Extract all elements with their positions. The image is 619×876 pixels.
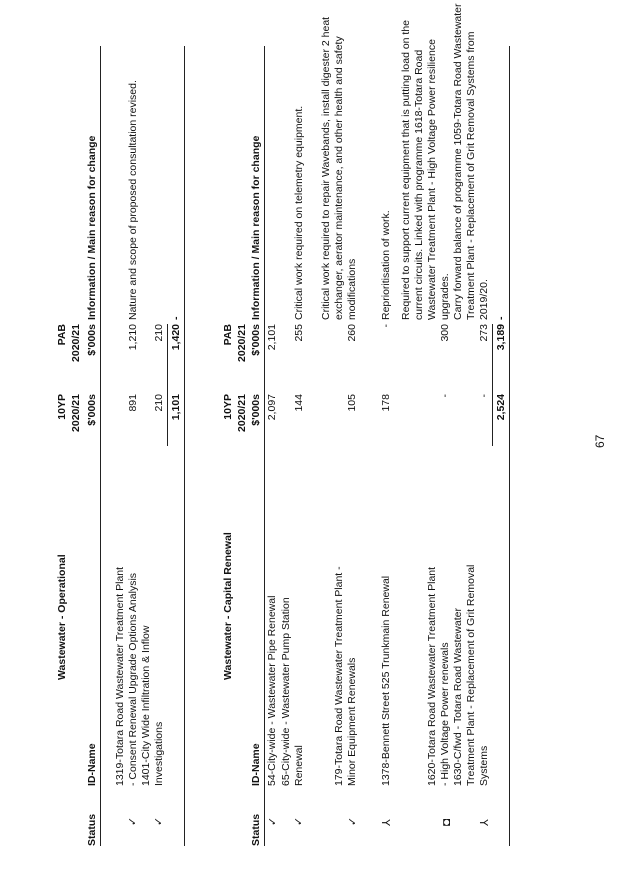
- row-name: 54-City-wide - Wastewater Pipe Renewal: [266, 595, 278, 786]
- row-info: Reprioritisation of work.: [380, 210, 392, 320]
- row-name: 1630-C/fwd - Totara Road Wastewater: [452, 608, 464, 786]
- col-10yp-label: 10YP: [56, 394, 68, 420]
- row-name-cont: Investigations: [153, 721, 165, 786]
- row-info-cont: Wastewater Treatment Plant - High Voltage Power resilience: [426, 39, 438, 320]
- col-10yp-unit: $'000s: [86, 394, 98, 426]
- status-stop-icon: ◘: [439, 818, 453, 826]
- total-info: -: [170, 316, 182, 320]
- table-bottom-rule: [184, 46, 185, 846]
- row-name: 1319-Totara Road Wastewater Treatment Plant: [114, 566, 126, 786]
- row-info: Critical work required on telemetry equipment.: [293, 105, 305, 320]
- col-info: Information / Main reason for change: [86, 135, 98, 320]
- row-pab: 255: [293, 324, 305, 342]
- total-pab: 3,189: [495, 324, 507, 351]
- row-name-cont: Systems: [478, 745, 490, 786]
- col-info: Information / Main reason for change: [250, 135, 262, 320]
- row-info-cont: upgrades.: [439, 273, 451, 320]
- col-10yp-year: 2020/21: [236, 394, 248, 432]
- row-name: 179-Totara Road Wastewater Treatment Plant -: [333, 566, 345, 786]
- row-name: 1378-Bennett Street 525 Trunkmain Renewal: [380, 575, 392, 786]
- row-10yp: 144: [293, 394, 305, 412]
- row-pab: 2,101: [266, 324, 278, 351]
- col-pab-label: PAB: [222, 324, 234, 346]
- row-name: 1401-City Wide Infiltration & Inflow: [140, 625, 152, 786]
- col-10yp-year: 2020/21: [70, 394, 82, 432]
- col-pab-unit: $'000s: [250, 324, 262, 356]
- row-pab: 300: [439, 324, 451, 342]
- status-check-icon: ✓: [293, 816, 305, 826]
- col-pab-unit: $'000s: [86, 324, 98, 356]
- row-info: Required to support current equipment that is putting load on the: [400, 19, 412, 320]
- row-pab: -: [380, 324, 392, 328]
- row-name-cont: - Consent Renewal Upgrade Options Analysis: [127, 572, 139, 786]
- col-pab-year: 2020/21: [70, 324, 82, 362]
- row-10yp: -: [439, 394, 451, 398]
- section-title-operational: Wastewater - Operational: [56, 554, 68, 680]
- status-check-icon: ✓: [267, 816, 279, 826]
- section-title-capital: Wastewater - Capital Renewal: [222, 532, 234, 680]
- status-check-icon: ✓: [127, 816, 139, 826]
- table-bottom-rule: [509, 46, 510, 846]
- total-10yp: 1,101: [170, 394, 182, 421]
- row-name-cont: Minor Equipment Renewals: [346, 657, 358, 786]
- row-name: 65-City-wide - Wastewater Pump Station: [280, 597, 292, 786]
- col-id-name: ID-Name: [86, 743, 98, 786]
- row-pab: 260: [346, 324, 358, 342]
- row-name-cont: - High Voltage Power renewals: [439, 642, 451, 786]
- row-10yp: 2,097: [266, 394, 278, 421]
- row-pab: 1,210: [127, 324, 139, 351]
- total-info: -: [495, 316, 507, 320]
- col-status: Status: [86, 813, 98, 846]
- row-pab: 273: [478, 324, 490, 342]
- subtotal-rule: [167, 324, 168, 446]
- col-pab-year: 2020/21: [236, 324, 248, 362]
- col-10yp-label: 10YP: [222, 394, 234, 420]
- subtotal-rule: [492, 324, 493, 446]
- status-flag-icon: ⅄: [381, 819, 393, 826]
- col-pab-label: PAB: [56, 324, 68, 346]
- row-info: Nature and scope of proposed consultation revised.: [127, 80, 139, 320]
- page-number: 67: [593, 434, 607, 448]
- row-pab: 210: [153, 324, 165, 342]
- row-10yp: 891: [127, 394, 139, 412]
- row-info-cont: modifications: [346, 258, 358, 320]
- col-10yp-unit: $'000s: [250, 394, 262, 426]
- total-pab: 1,420: [170, 324, 182, 351]
- row-info-cont: current circuits. Linked with programme 1618-Totara Road: [413, 49, 425, 320]
- row-10yp: 210: [153, 394, 165, 412]
- row-info: Critical work required to repair Wavebands, install digester 2 heat: [320, 16, 332, 320]
- row-name-cont: Renewal: [293, 745, 305, 786]
- row-10yp: 105: [346, 394, 358, 412]
- row-10yp: -: [478, 394, 490, 398]
- row-name: 1620-Totara Road Wastewater Treatment Plant: [426, 566, 438, 786]
- row-info-cont: 2019/20.: [478, 279, 490, 320]
- row-info-cont: Treatment Plant - Replacement of Grit Removal Systems from: [465, 31, 477, 320]
- header-rule: [100, 46, 101, 846]
- row-info-cont: exchanger, aerator maintenance, and other health and safety: [333, 36, 345, 320]
- status-check-icon: ✓: [347, 816, 359, 826]
- status-flag-icon: ⅄: [479, 819, 491, 826]
- col-status: Status: [250, 813, 262, 846]
- status-check-icon: ✓: [153, 816, 165, 826]
- row-info: Carry forward balance of programme 1059-Totara Road Wastewater: [452, 3, 464, 320]
- col-id-name: ID-Name: [250, 743, 262, 786]
- total-10yp: 2,524: [495, 394, 507, 421]
- row-10yp: 178: [380, 394, 392, 412]
- header-rule: [264, 46, 265, 846]
- row-name-cont: Treatment Plant - Replacement of Grit Removal: [465, 564, 477, 786]
